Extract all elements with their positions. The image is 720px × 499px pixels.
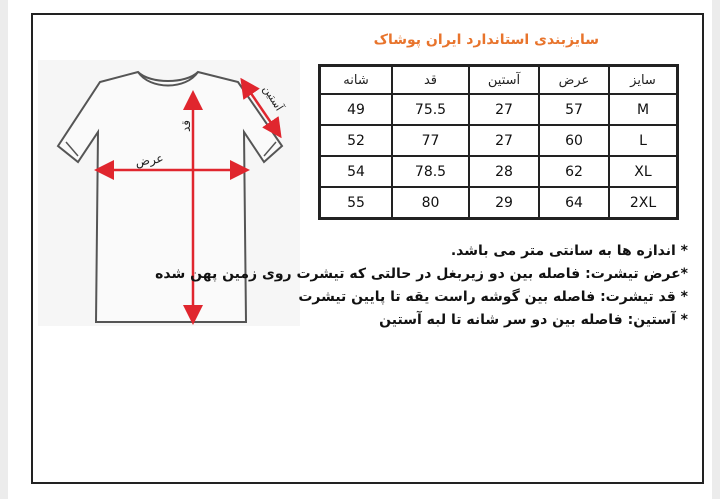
note-units: * اندازه ها به سانتی متر می باشد. — [450, 243, 688, 259]
measurement-notes — [155, 240, 688, 332]
cell-size: 2XL — [609, 187, 677, 218]
cell-shoulder: 54 — [320, 156, 392, 187]
note-sleeve: * آستین: فاصله بین دو سر شانه تا لبه آستین — [379, 312, 688, 328]
note-width: *عرض تیشرت: فاصله بین دو زیربغل در حالتی که تیشرت روی زمین پهن شده — [155, 266, 688, 282]
width-label: عرض — [134, 151, 165, 169]
cell-length: 78.5 — [392, 156, 469, 187]
cell-size: XL — [609, 156, 677, 187]
cell-size: M — [609, 94, 677, 125]
table-row — [320, 94, 677, 125]
cell-shoulder: 52 — [320, 125, 392, 156]
chart-title: سایزبندی استاندارد ایران پوشاک — [373, 32, 599, 48]
note-length: * قد تیشرت: فاصله بین گوشه راست یقه تا پایین تیشرت — [298, 289, 688, 305]
page-sheet — [8, 0, 712, 499]
header-length: قد — [392, 66, 469, 94]
sleeve-label: آستین — [260, 83, 286, 114]
size-table — [318, 64, 679, 220]
header-width: عرض — [539, 66, 609, 94]
tshirt-diagram — [38, 60, 300, 326]
cell-size: L — [609, 125, 677, 156]
cell-length: 75.5 — [392, 94, 469, 125]
cell-width: 60 — [539, 125, 609, 156]
cell-shoulder: 49 — [320, 94, 392, 125]
cell-length: 80 — [392, 187, 469, 218]
header-sleeve: آستین — [469, 66, 539, 94]
table-header-row — [320, 66, 677, 94]
header-size: سایز — [609, 66, 677, 94]
cell-length: 77 — [392, 125, 469, 156]
length-label: قد — [179, 119, 193, 133]
cell-sleeve: 27 — [469, 94, 539, 125]
cell-sleeve: 28 — [469, 156, 539, 187]
cell-width: 64 — [539, 187, 609, 218]
cell-shoulder: 55 — [320, 187, 392, 218]
table-row — [320, 187, 677, 218]
cell-sleeve: 27 — [469, 125, 539, 156]
cell-width: 57 — [539, 94, 609, 125]
cell-width: 62 — [539, 156, 609, 187]
cell-sleeve: 29 — [469, 187, 539, 218]
table-row — [320, 156, 677, 187]
table-row — [320, 125, 677, 156]
header-shoulder: شانه — [320, 66, 392, 94]
tshirt-svg — [38, 60, 300, 326]
